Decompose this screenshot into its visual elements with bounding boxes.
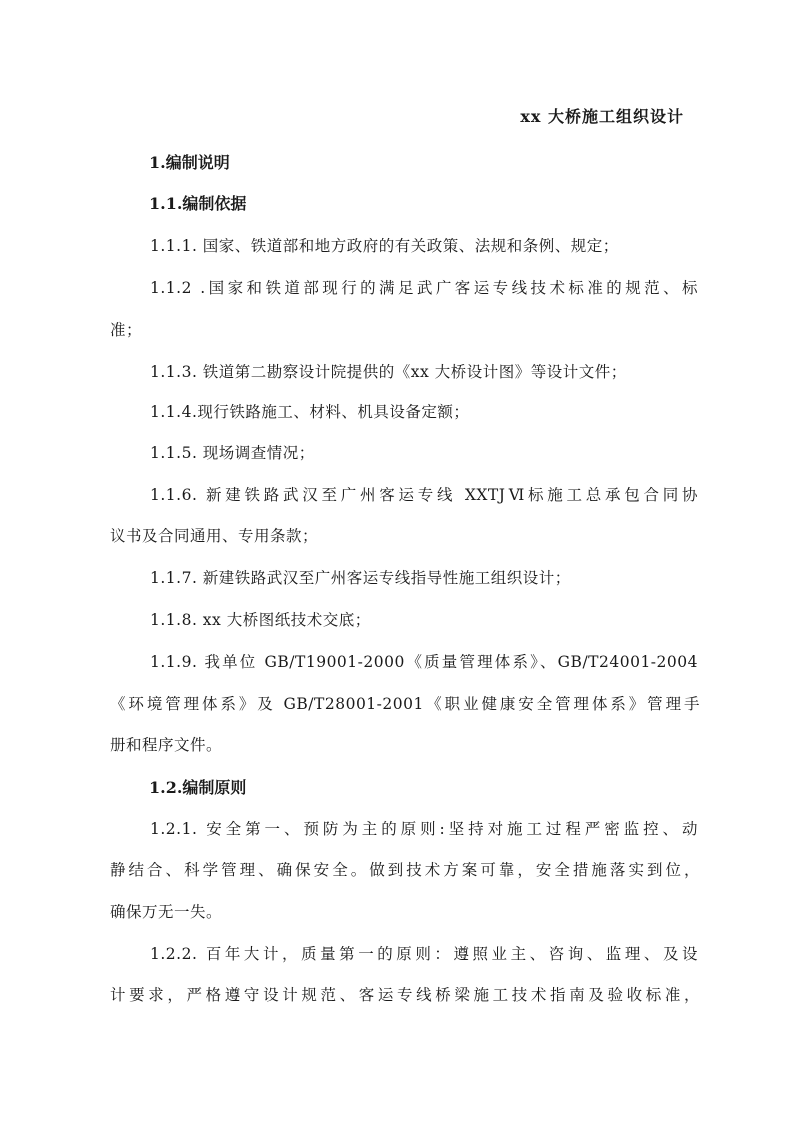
item-1-1-9-line2: 《环境管理体系》及 GB/T28001-2001《职业健康安全管理体系》管理手 (110, 695, 700, 713)
section-heading-1-1: 1.1.编制依据 (149, 194, 247, 213)
document-title: xx 大桥施工组织设计 (520, 107, 684, 126)
item-1-1-6-line2: 议书及合同通用、专用条款； (110, 527, 319, 545)
item-1-1-1: 1.1.1. 国家、铁道部和地方政府的有关政策、法规和条例、规定； (150, 237, 619, 255)
section-heading-1: 1.编制说明 (149, 153, 230, 172)
item-1-1-7: 1.1.7. 新建铁路武汉至广州客运专线指导性施工组织设计； (150, 569, 571, 587)
item-1-1-4: 1.1.4.现行铁路施工、材料、机具设备定额； (150, 403, 470, 421)
item-1-1-9-line1: 1.1.9. 我单位 GB/T19001-2000《质量管理体系》、GB/T24001-2004 (150, 653, 698, 671)
item-1-1-2-line2: 准； (110, 321, 143, 339)
item-1-1-2-line1: 1.1.2 .国家和铁道部现行的满足武广客运专线技术标准的规范、标 (150, 279, 698, 297)
item-1-1-6-line1: 1.1.6. 新建铁路武汉至广州客运专线 XXTJⅥ标施工总承包合同协 (150, 486, 698, 504)
item-1-1-9-line3: 册和程序文件。 (110, 736, 223, 754)
item-1-1-8: 1.1.8. xx 大桥图纸技术交底； (150, 611, 371, 629)
item-1-2-2-line1: 1.2.2. 百年大计，质量第一的原则：遵照业主、咨询、监理、及设 (150, 945, 698, 963)
item-1-2-1-line1: 1.2.1. 安全第一、预防为主的原则:坚持对施工过程严密监控、动 (150, 820, 698, 838)
item-1-1-3: 1.1.3. 铁道第二勘察设计院提供的《xx 大桥设计图》等设计文件； (150, 363, 627, 381)
section-heading-1-2: 1.2.编制原则 (149, 778, 247, 797)
item-1-2-1-line3: 确保万无一失。 (110, 903, 223, 921)
item-1-2-1-line2: 静结合、科学管理、确保安全。做到技术方案可靠，安全措施落实到位， (110, 861, 700, 879)
item-1-2-2-line2: 计要求，严格遵守设计规范、客运专线桥梁施工技术指南及验收标准， (110, 986, 700, 1004)
item-1-1-5: 1.1.5. 现场调查情况； (150, 444, 315, 462)
